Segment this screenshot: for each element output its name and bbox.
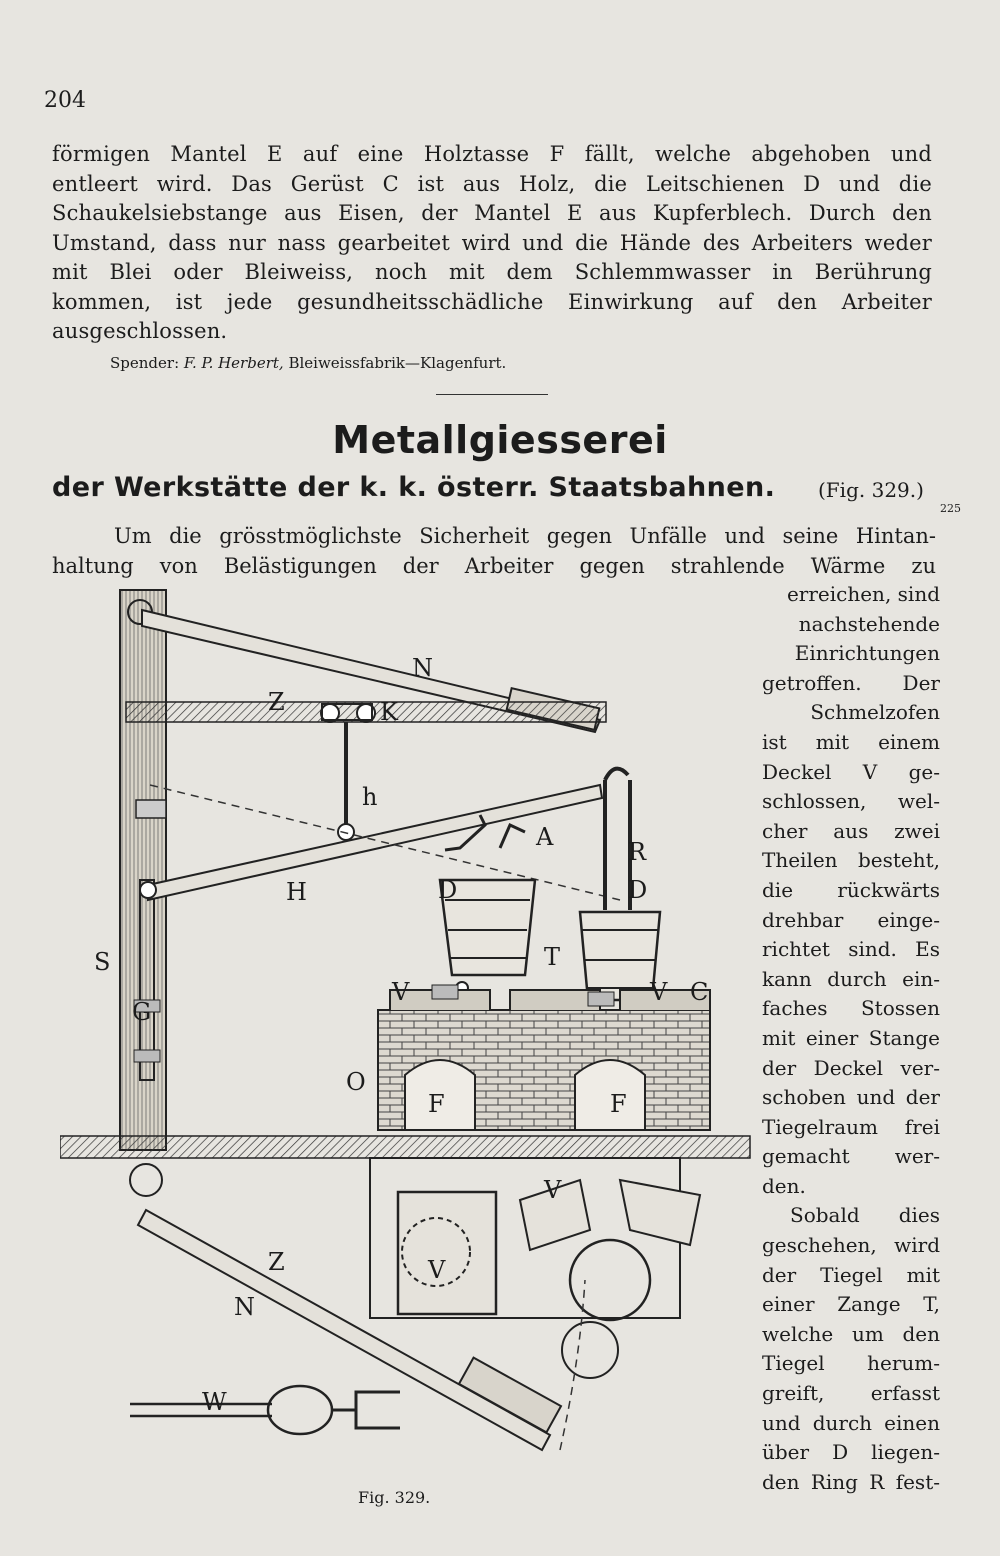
section-divider [436,394,548,395]
section-subtitle: der Werkstätte der k. k. österr. Staatsbahnen. [52,472,776,503]
column-line: der Deckel ver- [762,1055,940,1080]
donor-name: F. P. Herbert, [183,354,284,372]
label-z-top: Z [268,688,285,716]
donor-line [110,354,506,372]
foundry-illustration [60,580,760,1480]
column-line: der Tiegel mit [762,1262,940,1287]
column-line: mit einer Stange [762,1025,940,1050]
label-f-left: F [428,1090,445,1118]
column-line: einer Zange T, [762,1292,940,1317]
column-line: den. [762,1173,806,1198]
paragraph-line: entleert wird. Das Gerüst C ist aus Holz, die Leitschienen D und die [52,171,932,196]
label-v-lid: V [544,1176,562,1204]
section-title: Metallgiesserei [332,418,668,462]
column-line: richtet sind. Es [762,937,940,962]
paragraph-line: Umstand, dass nur nass gearbeitet wird und die Hände des Arbeiters weder [52,230,932,255]
paragraph-line: mit Blei oder Bleiweiss, noch mit dem Schlemmwasser in Berührung [52,260,932,284]
label-s: S [94,948,111,976]
column-line: greift, erfasst [762,1381,940,1406]
label-c: C [690,978,709,1006]
column-line: getroffen. Der [762,670,940,695]
column-line: und durch einen [762,1410,940,1435]
body-paragraph [52,140,932,347]
column-line: Einrichtungen [794,641,940,666]
label-v-left: V [392,978,410,1006]
column-line: ist mit einem [762,729,940,754]
entry-number: 225 [940,502,961,515]
column-line: schoben und der [762,1085,940,1110]
column-line: Tiegelraum frei [762,1114,940,1139]
wooden-post [120,590,166,1150]
side-column-text [762,580,940,1497]
label-n-low: N [234,1293,255,1321]
rail-z-top [126,702,606,722]
fork-tool-w [130,1386,400,1434]
label-a: A [536,823,554,851]
column-line: erreichen, sind [786,582,940,606]
label-g: G [132,998,152,1026]
hanger-h [338,722,354,840]
intro-line: Um die grösstmöglichste Sicherheit gegen Unfälle und seine Hintan- [114,524,936,548]
paragraph-line: kommen, ist jede gesundheitsschädliche Einwirkung auf den Arbeiter [52,289,932,314]
floor [60,1136,750,1158]
crucible-tongs-right [580,769,660,1000]
label-v-right: V [650,978,668,1006]
column-line: Tiegel herum- [762,1351,940,1376]
column-line: schlossen, wel- [762,789,940,814]
label-h-lower: h [362,783,378,811]
column-line: nachstehende [798,611,940,636]
label-n-top: N [412,654,433,682]
label-v-low: V [428,1256,446,1284]
lower-section [370,1158,700,1378]
paragraph-line: ausgeschlossen. [52,319,228,343]
label-r: R [628,838,647,866]
column-line: kann durch ein- [762,966,940,991]
intro-paragraph [52,522,936,581]
label-o: O [346,1068,366,1096]
column-line: drehbar einge- [762,907,940,932]
column-line: Deckel V ge- [762,759,940,784]
column-line: über D liegen- [762,1440,940,1465]
label-d-left: D [438,876,458,904]
figure-reference: (Fig. 329.) [818,478,924,502]
page-number: 204 [44,88,86,113]
intro-line: haltung von Belästigungen der Arbeiter gegen strahlende Wärme zu [52,553,936,578]
donor-label: Spender: [110,354,180,372]
column-line: welche um den [762,1321,940,1346]
column-line: cher aus zwei [762,818,940,843]
figure-caption: Fig. 329. [358,1488,431,1507]
label-w: W [202,1388,227,1416]
column-line: faches Stossen [762,996,940,1021]
column-line: den Ring R fest- [762,1469,940,1494]
paragraph-line: förmigen Mantel E auf eine Holztasse F fällt, welche abgehoben und [52,142,932,166]
column-line: geschehen, wird [762,1233,940,1258]
column-line: die rückwärts [762,877,940,902]
label-t: T [544,943,561,971]
label-h: H [286,878,307,906]
paragraph-line: Schaukelsiebstange aus Eisen, der Mantel E aus Kupferblech. Durch den [52,201,932,225]
column-line: Theilen besteht, [762,848,940,873]
label-d-right: D [628,876,648,904]
crucible-tongs-left [440,815,535,994]
donor-company: Bleiweissfabrik—Klagenfurt. [288,354,507,372]
column-line: Schmelzofen [810,700,940,725]
label-k: K [380,698,398,726]
column-line: Sobald dies [790,1203,940,1228]
label-z-low: Z [268,1248,285,1276]
column-line: gemacht wer- [762,1144,940,1169]
label-f-right: F [610,1090,627,1118]
